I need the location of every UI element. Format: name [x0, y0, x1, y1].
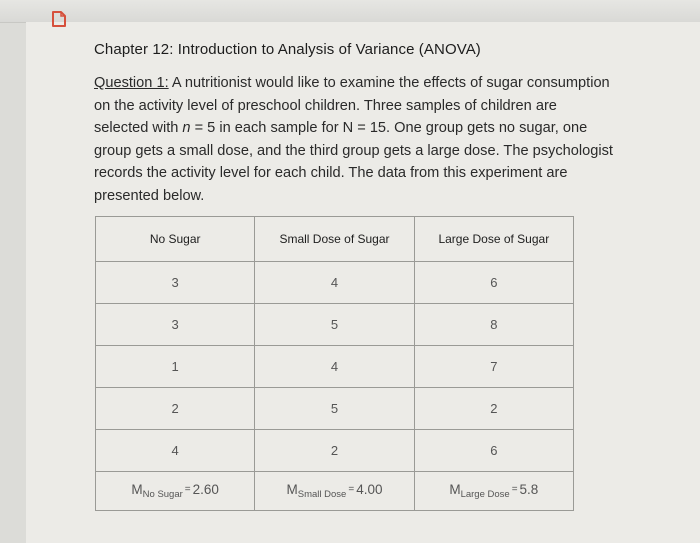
mean-equals: = — [511, 484, 518, 495]
header-no-sugar: No Sugar — [96, 217, 255, 262]
cell-large-dose: 8 — [414, 304, 573, 346]
mean-small-dose — [255, 472, 414, 511]
cell-small-dose: 4 — [255, 262, 414, 304]
cell-no-sugar: 4 — [96, 430, 255, 472]
mean-symbol: M — [286, 482, 298, 497]
table-row — [96, 430, 574, 472]
cell-large-dose: 7 — [414, 346, 573, 388]
mean-symbol: M — [131, 482, 143, 497]
mean-row — [96, 472, 574, 511]
mean-value: 4.00 — [356, 482, 383, 497]
table-row — [96, 388, 574, 430]
mean-equals: = — [348, 484, 355, 495]
table-row — [96, 304, 574, 346]
cell-small-dose: 5 — [255, 304, 414, 346]
mean-no-sugar — [96, 472, 255, 511]
question-body-part2: = 5 in each sample for N = 15. One group gets no sugar, one group gets a small dose, and the third group gets a large dose. The psychologist records the activity level for each child. The data from this experiment are presented below. — [94, 120, 613, 204]
question-body-part1: A nutritionist would like to examine the effects of sugar consumption on the activity level of preschool children. Three samples of children are selected with — [94, 75, 610, 136]
question-label: Question 1: — [94, 75, 169, 91]
cell-large-dose: 6 — [414, 262, 573, 304]
cell-no-sugar: 3 — [96, 304, 255, 346]
cell-no-sugar: 3 — [96, 262, 255, 304]
question-text — [94, 72, 614, 207]
mean-value: 5.8 — [519, 482, 539, 497]
header-row — [96, 217, 574, 262]
table-row — [96, 346, 574, 388]
mean-subscript: Large Dose — [460, 489, 510, 500]
header-small-dose: Small Dose of Sugar — [255, 217, 414, 262]
mean-symbol: M — [449, 482, 461, 497]
mean-equals: = — [184, 484, 191, 495]
document-icon[interactable] — [50, 10, 68, 28]
table-row — [96, 262, 574, 304]
cell-small-dose: 5 — [255, 388, 414, 430]
mean-subscript: No Sugar — [142, 489, 183, 500]
mean-large-dose — [414, 472, 573, 511]
cell-small-dose: 4 — [255, 346, 414, 388]
chapter-title: Chapter 12: Introduction to Analysis of Variance (ANOVA) — [94, 41, 481, 58]
data-table — [95, 216, 574, 511]
cell-large-dose: 6 — [414, 430, 573, 472]
cell-large-dose: 2 — [414, 388, 573, 430]
cell-no-sugar: 1 — [96, 346, 255, 388]
header-large-dose: Large Dose of Sugar — [414, 217, 573, 262]
cell-no-sugar: 2 — [96, 388, 255, 430]
mean-value: 2.60 — [192, 482, 219, 497]
sample-size-symbol: n — [182, 120, 191, 136]
cell-small-dose: 2 — [255, 430, 414, 472]
toolbar — [0, 0, 700, 23]
mean-subscript: Small Dose — [297, 489, 347, 500]
